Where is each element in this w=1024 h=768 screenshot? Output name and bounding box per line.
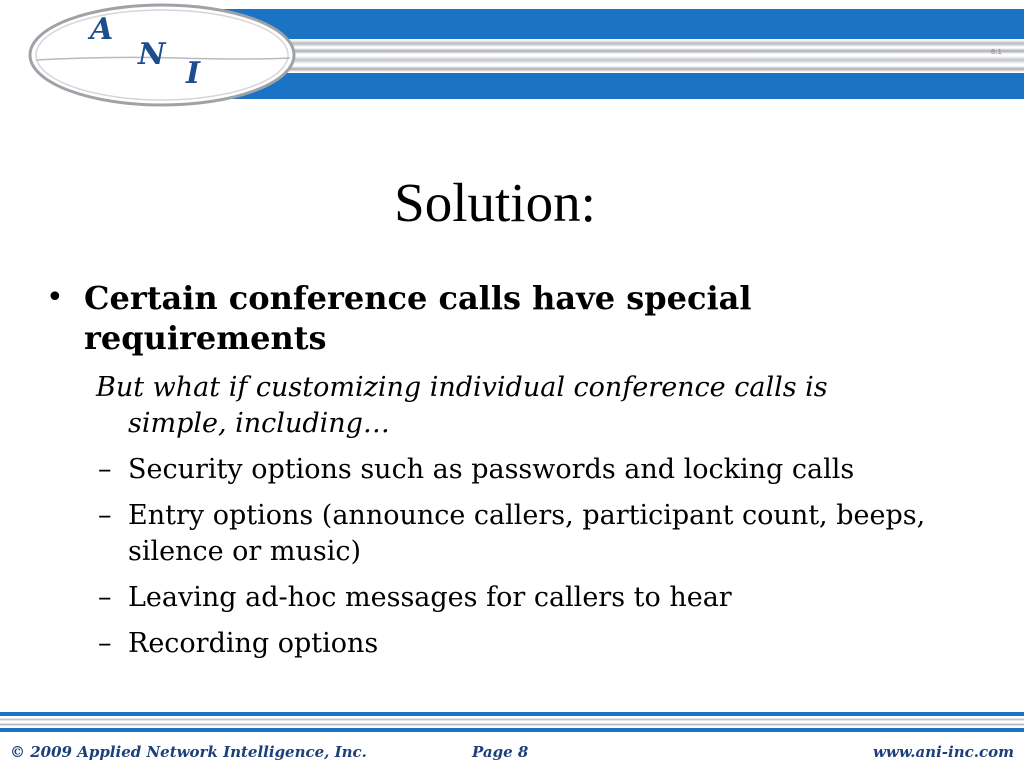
list-item-text: Recording options bbox=[128, 628, 379, 659]
slide-title: Solution: bbox=[394, 172, 596, 233]
list-item-text: Leaving ad-hoc messages for callers to hear bbox=[128, 582, 732, 613]
dash-icon: – bbox=[98, 500, 112, 531]
logo-letter-a: A bbox=[90, 12, 114, 47]
footer-stripe-blue bbox=[0, 712, 1024, 716]
sub-note-line-2: simple, including… bbox=[128, 408, 390, 439]
list-item bbox=[98, 580, 938, 616]
list-item bbox=[98, 626, 938, 662]
logo-letter-n: N bbox=[138, 37, 166, 72]
list-item bbox=[98, 498, 938, 570]
sub-note-line-1: But what if customizing individual conference calls is bbox=[96, 372, 828, 403]
bullet-dot-icon: • bbox=[46, 280, 64, 315]
footer-stripe-grey bbox=[0, 723, 1024, 726]
footer-stripe-grey bbox=[0, 718, 1024, 721]
dash-list bbox=[98, 452, 938, 672]
dash-icon: – bbox=[98, 628, 112, 659]
list-item-text: Entry options (announce callers, participant count, beeps, silence or music) bbox=[128, 500, 926, 567]
sub-note bbox=[96, 370, 926, 442]
footer-page-number: Page 8 bbox=[472, 743, 529, 761]
footer-website-link[interactable]: www.ani-inc.com bbox=[873, 743, 1014, 761]
slide-header bbox=[0, 0, 1024, 115]
list-item bbox=[98, 452, 938, 488]
ani-logo bbox=[28, 0, 328, 110]
list-item-text: Security options such as passwords and locking calls bbox=[128, 454, 855, 485]
footer-copyright: © 2009 Applied Network Intelligence, Inc. bbox=[10, 743, 367, 761]
main-bullet-text: Certain conference calls have special requirements bbox=[84, 279, 752, 357]
logo-ellipse-icon bbox=[28, 0, 328, 110]
slide-mark: 8.1 bbox=[990, 48, 1002, 56]
dash-icon: – bbox=[98, 454, 112, 485]
logo-letter-i: I bbox=[186, 56, 201, 91]
dash-icon: – bbox=[98, 582, 112, 613]
footer-stripe-blue bbox=[0, 728, 1024, 732]
